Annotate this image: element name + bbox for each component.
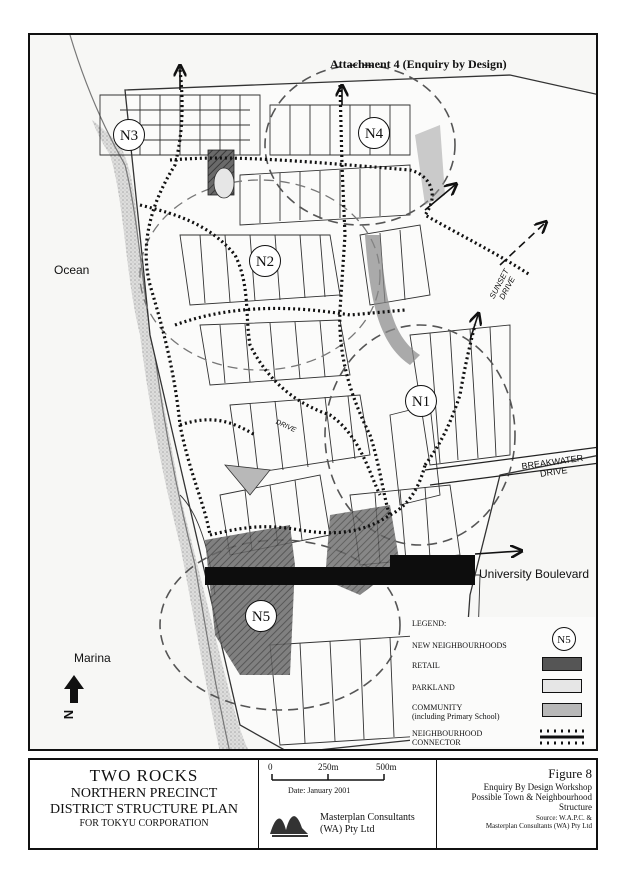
legend-parkland-swatch <box>542 679 582 693</box>
consultant-name: Masterplan Consultants <box>320 812 415 823</box>
legend-community: COMMUNITY <box>412 703 463 712</box>
legend-retail: RETAIL <box>412 661 440 670</box>
plan-client: FOR TOKYU CORPORATION <box>79 818 209 829</box>
source-1: Source: W.A.P.C. & <box>535 814 592 822</box>
figure-number: Figure 8 <box>548 766 592 781</box>
neighbourhood-badge-n1: N1 <box>405 385 437 417</box>
scale-500: 500m <box>376 762 397 772</box>
legend-community-swatch <box>542 703 582 717</box>
scale-panel <box>258 760 437 848</box>
neighbourhood-badge-n2: N2 <box>249 245 281 277</box>
figure-panel <box>436 760 598 848</box>
sunset-drive-label: SUNSET DRIVE <box>487 267 517 302</box>
consultant-suffix: (WA) Pty Ltd <box>320 824 375 835</box>
figure-desc-2: Possible Town & Neighbourhood <box>471 792 592 802</box>
legend-retail-swatch <box>542 657 582 671</box>
ocean-label: Ocean <box>54 263 90 277</box>
university-boulevard-arrow <box>475 551 520 554</box>
scale-bar <box>264 766 434 786</box>
figure-desc-1: Enquiry By Design Workshop <box>483 782 592 792</box>
breakwater-drive-label: BREAKWATER DRIVE <box>520 452 584 479</box>
date-label: Date: January 2001 <box>288 786 351 795</box>
legend <box>410 617 595 747</box>
legend-connector: NEIGHBOURHOOD <box>412 729 483 738</box>
legend-connector-sublabel: CONNECTOR <box>412 738 461 747</box>
legend-connector-symbol <box>538 727 588 747</box>
drive-scrawl-label: DRIVE <box>274 418 297 435</box>
legend-n5-badge: N5 <box>552 627 576 651</box>
marina-label: Marina <box>74 651 111 665</box>
neighbourhood-badge-n3: N3 <box>113 119 145 151</box>
legend-new-neighbourhoods: NEW NEIGHBOURHOODS <box>412 641 507 650</box>
legend-community-sublabel: (including Primary School) <box>412 712 500 721</box>
plan-title: TWO ROCKS <box>89 766 199 785</box>
plan-subtitle-1: NORTHERN PRECINCT <box>70 786 218 801</box>
plan-subtitle-2: DISTRICT STRUCTURE PLAN <box>50 802 238 817</box>
neighbourhood-badge-n4: N4 <box>358 117 390 149</box>
attachment-label: Attachment 4 (Enquiry by Design) <box>330 57 507 71</box>
figure-desc-3: Structure <box>559 802 592 812</box>
title-block <box>28 758 598 850</box>
title-panel <box>30 760 259 848</box>
university-boulevard-label: University Boulevard <box>479 567 590 581</box>
university-boulevard-bar-east <box>390 555 475 581</box>
source-2: Masterplan Consultants (WA) Pty Ltd <box>485 822 592 830</box>
consultant-logo-icon <box>268 804 312 838</box>
scale-250: 250m <box>318 762 339 772</box>
legend-parkland: PARKLAND <box>412 683 455 692</box>
map-frame <box>28 33 598 751</box>
oval-park <box>214 168 234 198</box>
neighbourhood-badge-n5: N5 <box>245 600 277 632</box>
legend-title: LEGEND: <box>412 619 447 628</box>
north-arrow-label: N <box>61 709 77 720</box>
scale-0: 0 <box>268 762 273 772</box>
